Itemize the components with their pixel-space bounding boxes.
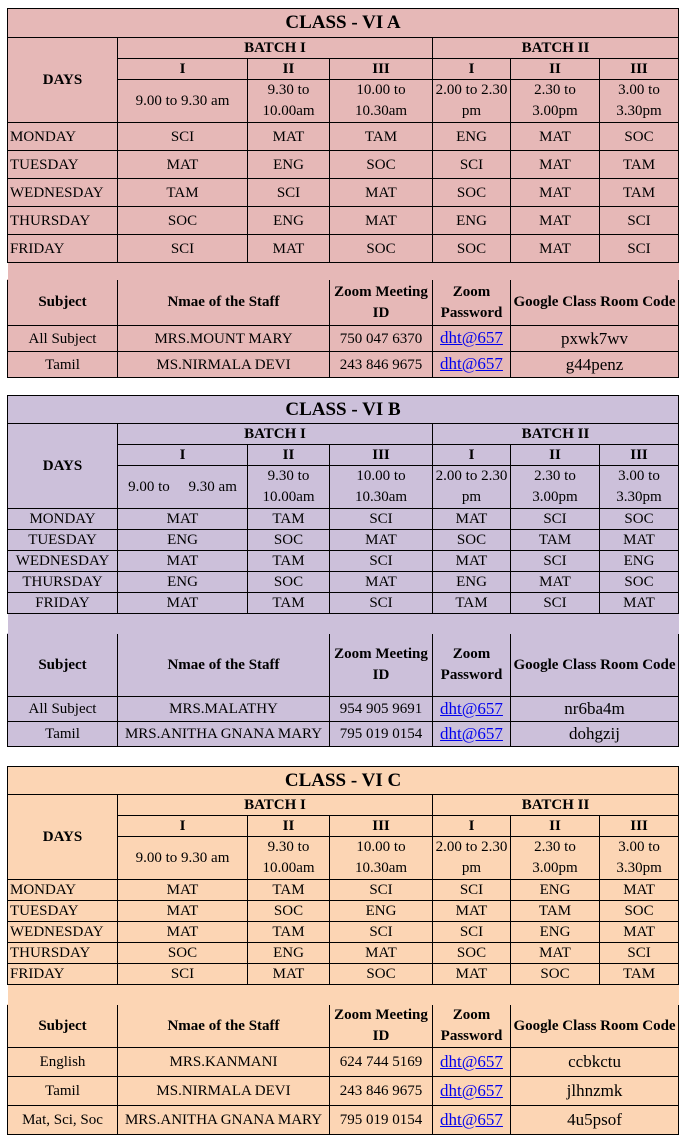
time-slot: 9.30 to 10.00am (248, 466, 330, 509)
subject-cell: SOC (511, 964, 600, 985)
timetable-vi-a (7, 8, 679, 378)
period-header: II (248, 816, 330, 837)
subject-cell: ENG (248, 943, 330, 964)
subject-cell: SCI (600, 943, 679, 964)
subject-cell: MAT (511, 207, 600, 235)
subject-cell: MAT (511, 151, 600, 179)
subject-cell: MAT (118, 509, 248, 530)
subject-cell: SCI (118, 123, 248, 151)
zoom-meeting-id: 624 744 5169 (330, 1048, 433, 1077)
batch-1-header: BATCH I (118, 795, 433, 816)
subject-cell: MAT (118, 551, 248, 572)
time-slot: 2.00 to 2.30 pm (433, 466, 511, 509)
schedule-row (8, 509, 679, 530)
batch-1-header: BATCH I (118, 424, 433, 445)
period-header: III (600, 59, 679, 80)
staff-row (8, 1077, 679, 1106)
zoom-id-header: Zoom Meeting ID (330, 1005, 433, 1048)
classroom-code: g44penz (511, 352, 679, 378)
subject-cell: SOC (330, 235, 433, 263)
schedule-row (8, 572, 679, 593)
subject-cell: SCI (330, 922, 433, 943)
staff-row (8, 722, 679, 747)
period-header: III (600, 445, 679, 466)
subject-cell: SCI (433, 151, 511, 179)
subject-cell: TAM (248, 593, 330, 614)
staff-name: MRS.ANITHA GNANA MARY (118, 722, 330, 747)
subject-cell: MAT (330, 179, 433, 207)
staff-header: Nmae of the Staff (118, 280, 330, 326)
period-header: I (118, 445, 248, 466)
zoom-meeting-id: 954 905 9691 (330, 697, 433, 722)
time-slot: 3.00 to 3.30pm (600, 466, 679, 509)
zoom-password-header: Zoom Password (433, 280, 511, 326)
schedule-row (8, 922, 679, 943)
subject-cell: ENG (433, 207, 511, 235)
time-slot: 2.30 to 3.00pm (511, 466, 600, 509)
zoom-password-header: Zoom Password (433, 1005, 511, 1048)
zoom-id-header: Zoom Meeting ID (330, 280, 433, 326)
subject-cell: MAT (600, 880, 679, 901)
staff-name: MRS.KANMANI (118, 1048, 330, 1077)
period-header: II (511, 445, 600, 466)
staff-row (8, 1106, 679, 1135)
day-label: WEDNESDAY (8, 179, 118, 207)
subject-cell: SOC (118, 943, 248, 964)
zoom-password-link[interactable]: dht@657 (440, 698, 503, 718)
time-slot: 3.00 to 3.30pm (600, 837, 679, 880)
staff-header: Nmae of the Staff (118, 634, 330, 697)
staff-subject: Tamil (8, 722, 118, 747)
subject-cell: MAT (118, 901, 248, 922)
schedule-row (8, 964, 679, 985)
time-slot: 10.00 to 10.30am (330, 466, 433, 509)
class-vi-c-block (7, 766, 678, 1135)
zoom-password-header: Zoom Password (433, 634, 511, 697)
schedule-row (8, 207, 679, 235)
time-slot: 9.30 to 10.00am (248, 80, 330, 123)
subject-cell: SOC (600, 572, 679, 593)
subject-cell: SCI (600, 235, 679, 263)
zoom-meeting-id: 243 846 9675 (330, 1077, 433, 1106)
zoom-id-header: Zoom Meeting ID (330, 634, 433, 697)
time-slot: 3.00 to 3.30pm (600, 80, 679, 123)
subject-cell: SOC (600, 123, 679, 151)
zoom-password-link[interactable]: dht@657 (440, 354, 503, 373)
time-slot: 2.00 to 2.30 pm (433, 837, 511, 880)
day-label: MONDAY (8, 880, 118, 901)
zoom-password-link[interactable]: dht@657 (440, 1051, 503, 1071)
staff-header: Nmae of the Staff (118, 1005, 330, 1048)
schedule-row (8, 530, 679, 551)
time-slot: 9.30 to 10.00am (248, 837, 330, 880)
subject-cell: ENG (118, 572, 248, 593)
day-label: MONDAY (8, 509, 118, 530)
subject-cell: MAT (600, 530, 679, 551)
subject-cell: SOC (433, 530, 511, 551)
subject-cell: MAT (511, 179, 600, 207)
subject-cell: MAT (511, 943, 600, 964)
subject-cell: MAT (330, 572, 433, 593)
timetable-vi-c (7, 766, 679, 1135)
subject-cell: SOC (600, 901, 679, 922)
staff-row (8, 352, 679, 378)
subject-cell: SCI (118, 235, 248, 263)
subject-cell: MAT (600, 593, 679, 614)
subject-cell: SOC (330, 964, 433, 985)
period-header: I (433, 445, 511, 466)
period-header: III (330, 816, 433, 837)
staff-subject: Tamil (8, 352, 118, 378)
class-title: CLASS - VI B (8, 396, 679, 424)
subject-cell: MAT (433, 964, 511, 985)
zoom-password-link[interactable]: dht@657 (440, 723, 503, 743)
schedule-row (8, 593, 679, 614)
zoom-meeting-id: 750 047 6370 (330, 326, 433, 352)
google-classroom-header: Google Class Room Code (511, 1005, 679, 1048)
subject-cell: SCI (248, 179, 330, 207)
days-header: DAYS (8, 424, 118, 509)
day-label: THURSDAY (8, 572, 118, 593)
time-slot: 9.00 to 9.30 am (118, 466, 248, 509)
day-label: FRIDAY (8, 593, 118, 614)
zoom-password-link[interactable]: dht@657 (440, 328, 503, 347)
zoom-password-link[interactable]: dht@657 (440, 1080, 503, 1100)
subject-cell: TAM (511, 901, 600, 922)
subject-cell: SOC (600, 509, 679, 530)
google-classroom-header: Google Class Room Code (511, 634, 679, 697)
subject-cell: TAM (511, 530, 600, 551)
subject-cell: SCI (330, 509, 433, 530)
subject-cell: TAM (600, 964, 679, 985)
period-header: III (330, 59, 433, 80)
subject-cell: MAT (600, 922, 679, 943)
zoom-meeting-id: 243 846 9675 (330, 352, 433, 378)
batch-2-header: BATCH II (433, 795, 679, 816)
staff-name: MRS.ANITHA GNANA MARY (118, 1106, 330, 1135)
class-vi-a-block (7, 8, 678, 378)
class-title: CLASS - VI C (8, 767, 679, 795)
day-label: FRIDAY (8, 235, 118, 263)
subject-cell: SCI (433, 880, 511, 901)
subject-cell: ENG (118, 530, 248, 551)
subject-cell: SOC (248, 572, 330, 593)
day-label: FRIDAY (8, 964, 118, 985)
subject-cell: SOC (330, 151, 433, 179)
period-header: I (433, 816, 511, 837)
subject-cell: MAT (433, 509, 511, 530)
day-label: WEDNESDAY (8, 922, 118, 943)
subject-cell: TAM (118, 179, 248, 207)
day-label: TUESDAY (8, 901, 118, 922)
day-label: TUESDAY (8, 530, 118, 551)
subject-cell: MAT (433, 901, 511, 922)
classroom-code: pxwk7wv (511, 326, 679, 352)
classroom-code: dohgzij (511, 722, 679, 747)
timetable-vi-b (7, 395, 679, 747)
subject-cell: MAT (248, 235, 330, 263)
staff-row (8, 1048, 679, 1077)
days-header: DAYS (8, 795, 118, 880)
subject-cell: MAT (330, 207, 433, 235)
subject-header: Subject (8, 1005, 118, 1048)
subject-cell: TAM (248, 551, 330, 572)
batch-1-header: BATCH I (118, 38, 433, 59)
subject-cell: SCI (118, 964, 248, 985)
period-header: II (248, 445, 330, 466)
subject-cell: MAT (118, 880, 248, 901)
subject-cell: SCI (511, 509, 600, 530)
day-label: THURSDAY (8, 943, 118, 964)
staff-name: MS.NIRMALA DEVI (118, 1077, 330, 1106)
subject-header: Subject (8, 280, 118, 326)
schedule-row (8, 179, 679, 207)
class-vi-b-block (7, 395, 678, 747)
subject-cell: SCI (330, 593, 433, 614)
day-label: WEDNESDAY (8, 551, 118, 572)
time-slot: 10.00 to 10.30am (330, 837, 433, 880)
subject-cell: ENG (511, 922, 600, 943)
schedule-row (8, 943, 679, 964)
day-label: MONDAY (8, 123, 118, 151)
subject-cell: SCI (330, 551, 433, 572)
subject-cell: ENG (433, 123, 511, 151)
classroom-code: nr6ba4m (511, 697, 679, 722)
period-header: I (433, 59, 511, 80)
staff-subject: English (8, 1048, 118, 1077)
day-label: TUESDAY (8, 151, 118, 179)
time-slot: 2.30 to 3.00pm (511, 80, 600, 123)
time-slot: 9.00 to 9.30 am (118, 837, 248, 880)
subject-cell: MAT (118, 151, 248, 179)
subject-cell: MAT (511, 123, 600, 151)
subject-cell: TAM (330, 123, 433, 151)
staff-name: MRS.MALATHY (118, 697, 330, 722)
time-slot: 2.00 to 2.30 pm (433, 80, 511, 123)
staff-subject: Mat, Sci, Soc (8, 1106, 118, 1135)
google-classroom-header: Google Class Room Code (511, 280, 679, 326)
schedule-row (8, 235, 679, 263)
subject-cell: ENG (511, 880, 600, 901)
subject-cell: ENG (248, 151, 330, 179)
staff-row (8, 326, 679, 352)
subject-cell: SOC (433, 235, 511, 263)
zoom-password-link[interactable]: dht@657 (440, 1109, 503, 1129)
subject-cell: TAM (433, 593, 511, 614)
spacer-row (8, 263, 679, 280)
schedule-row (8, 551, 679, 572)
staff-subject: Tamil (8, 1077, 118, 1106)
schedule-row (8, 901, 679, 922)
classroom-code: 4u5psof (511, 1106, 679, 1135)
staff-subject: All Subject (8, 697, 118, 722)
staff-name: MS.NIRMALA DEVI (118, 352, 330, 378)
zoom-meeting-id: 795 019 0154 (330, 1106, 433, 1135)
subject-cell: MAT (118, 922, 248, 943)
subject-cell: MAT (511, 572, 600, 593)
subject-cell: ENG (433, 572, 511, 593)
subject-cell: SOC (433, 943, 511, 964)
class-title: CLASS - VI A (8, 9, 679, 38)
period-header: III (600, 816, 679, 837)
schedule-row (8, 880, 679, 901)
staff-row (8, 697, 679, 722)
subject-cell: ENG (248, 207, 330, 235)
spacer-row (8, 614, 679, 634)
period-header: III (330, 445, 433, 466)
spacer-row (8, 985, 679, 1005)
subject-cell: SOC (248, 901, 330, 922)
batch-2-header: BATCH II (433, 424, 679, 445)
days-header: DAYS (8, 38, 118, 123)
period-header: II (248, 59, 330, 80)
subject-cell: MAT (330, 530, 433, 551)
staff-name: MRS.MOUNT MARY (118, 326, 330, 352)
subject-cell: TAM (600, 151, 679, 179)
subject-cell: SCI (600, 207, 679, 235)
subject-cell: SCI (330, 880, 433, 901)
subject-cell: TAM (600, 179, 679, 207)
subject-cell: MAT (511, 235, 600, 263)
period-header: I (118, 816, 248, 837)
batch-2-header: BATCH II (433, 38, 679, 59)
staff-subject: All Subject (8, 326, 118, 352)
time-slot: 9.00 to 9.30 am (118, 80, 248, 123)
subject-cell: MAT (330, 943, 433, 964)
classroom-code: ccbkctu (511, 1048, 679, 1077)
period-header: II (511, 816, 600, 837)
subject-cell: MAT (118, 593, 248, 614)
subject-cell: TAM (248, 509, 330, 530)
subject-header: Subject (8, 634, 118, 697)
subject-cell: SOC (118, 207, 248, 235)
subject-cell: ENG (600, 551, 679, 572)
time-slot: 10.00 to 10.30am (330, 80, 433, 123)
classroom-code: jlhnzmk (511, 1077, 679, 1106)
subject-cell: MAT (248, 964, 330, 985)
subject-cell: SCI (511, 551, 600, 572)
zoom-meeting-id: 795 019 0154 (330, 722, 433, 747)
subject-cell: TAM (248, 880, 330, 901)
subject-cell: SOC (248, 530, 330, 551)
subject-cell: SOC (433, 179, 511, 207)
period-header: II (511, 59, 600, 80)
schedule-row (8, 151, 679, 179)
subject-cell: SCI (433, 922, 511, 943)
period-header: I (118, 59, 248, 80)
subject-cell: MAT (248, 123, 330, 151)
subject-cell: MAT (433, 551, 511, 572)
subject-cell: ENG (330, 901, 433, 922)
time-slot: 2.30 to 3.00pm (511, 837, 600, 880)
subject-cell: SCI (511, 593, 600, 614)
subject-cell: TAM (248, 922, 330, 943)
schedule-row (8, 123, 679, 151)
day-label: THURSDAY (8, 207, 118, 235)
